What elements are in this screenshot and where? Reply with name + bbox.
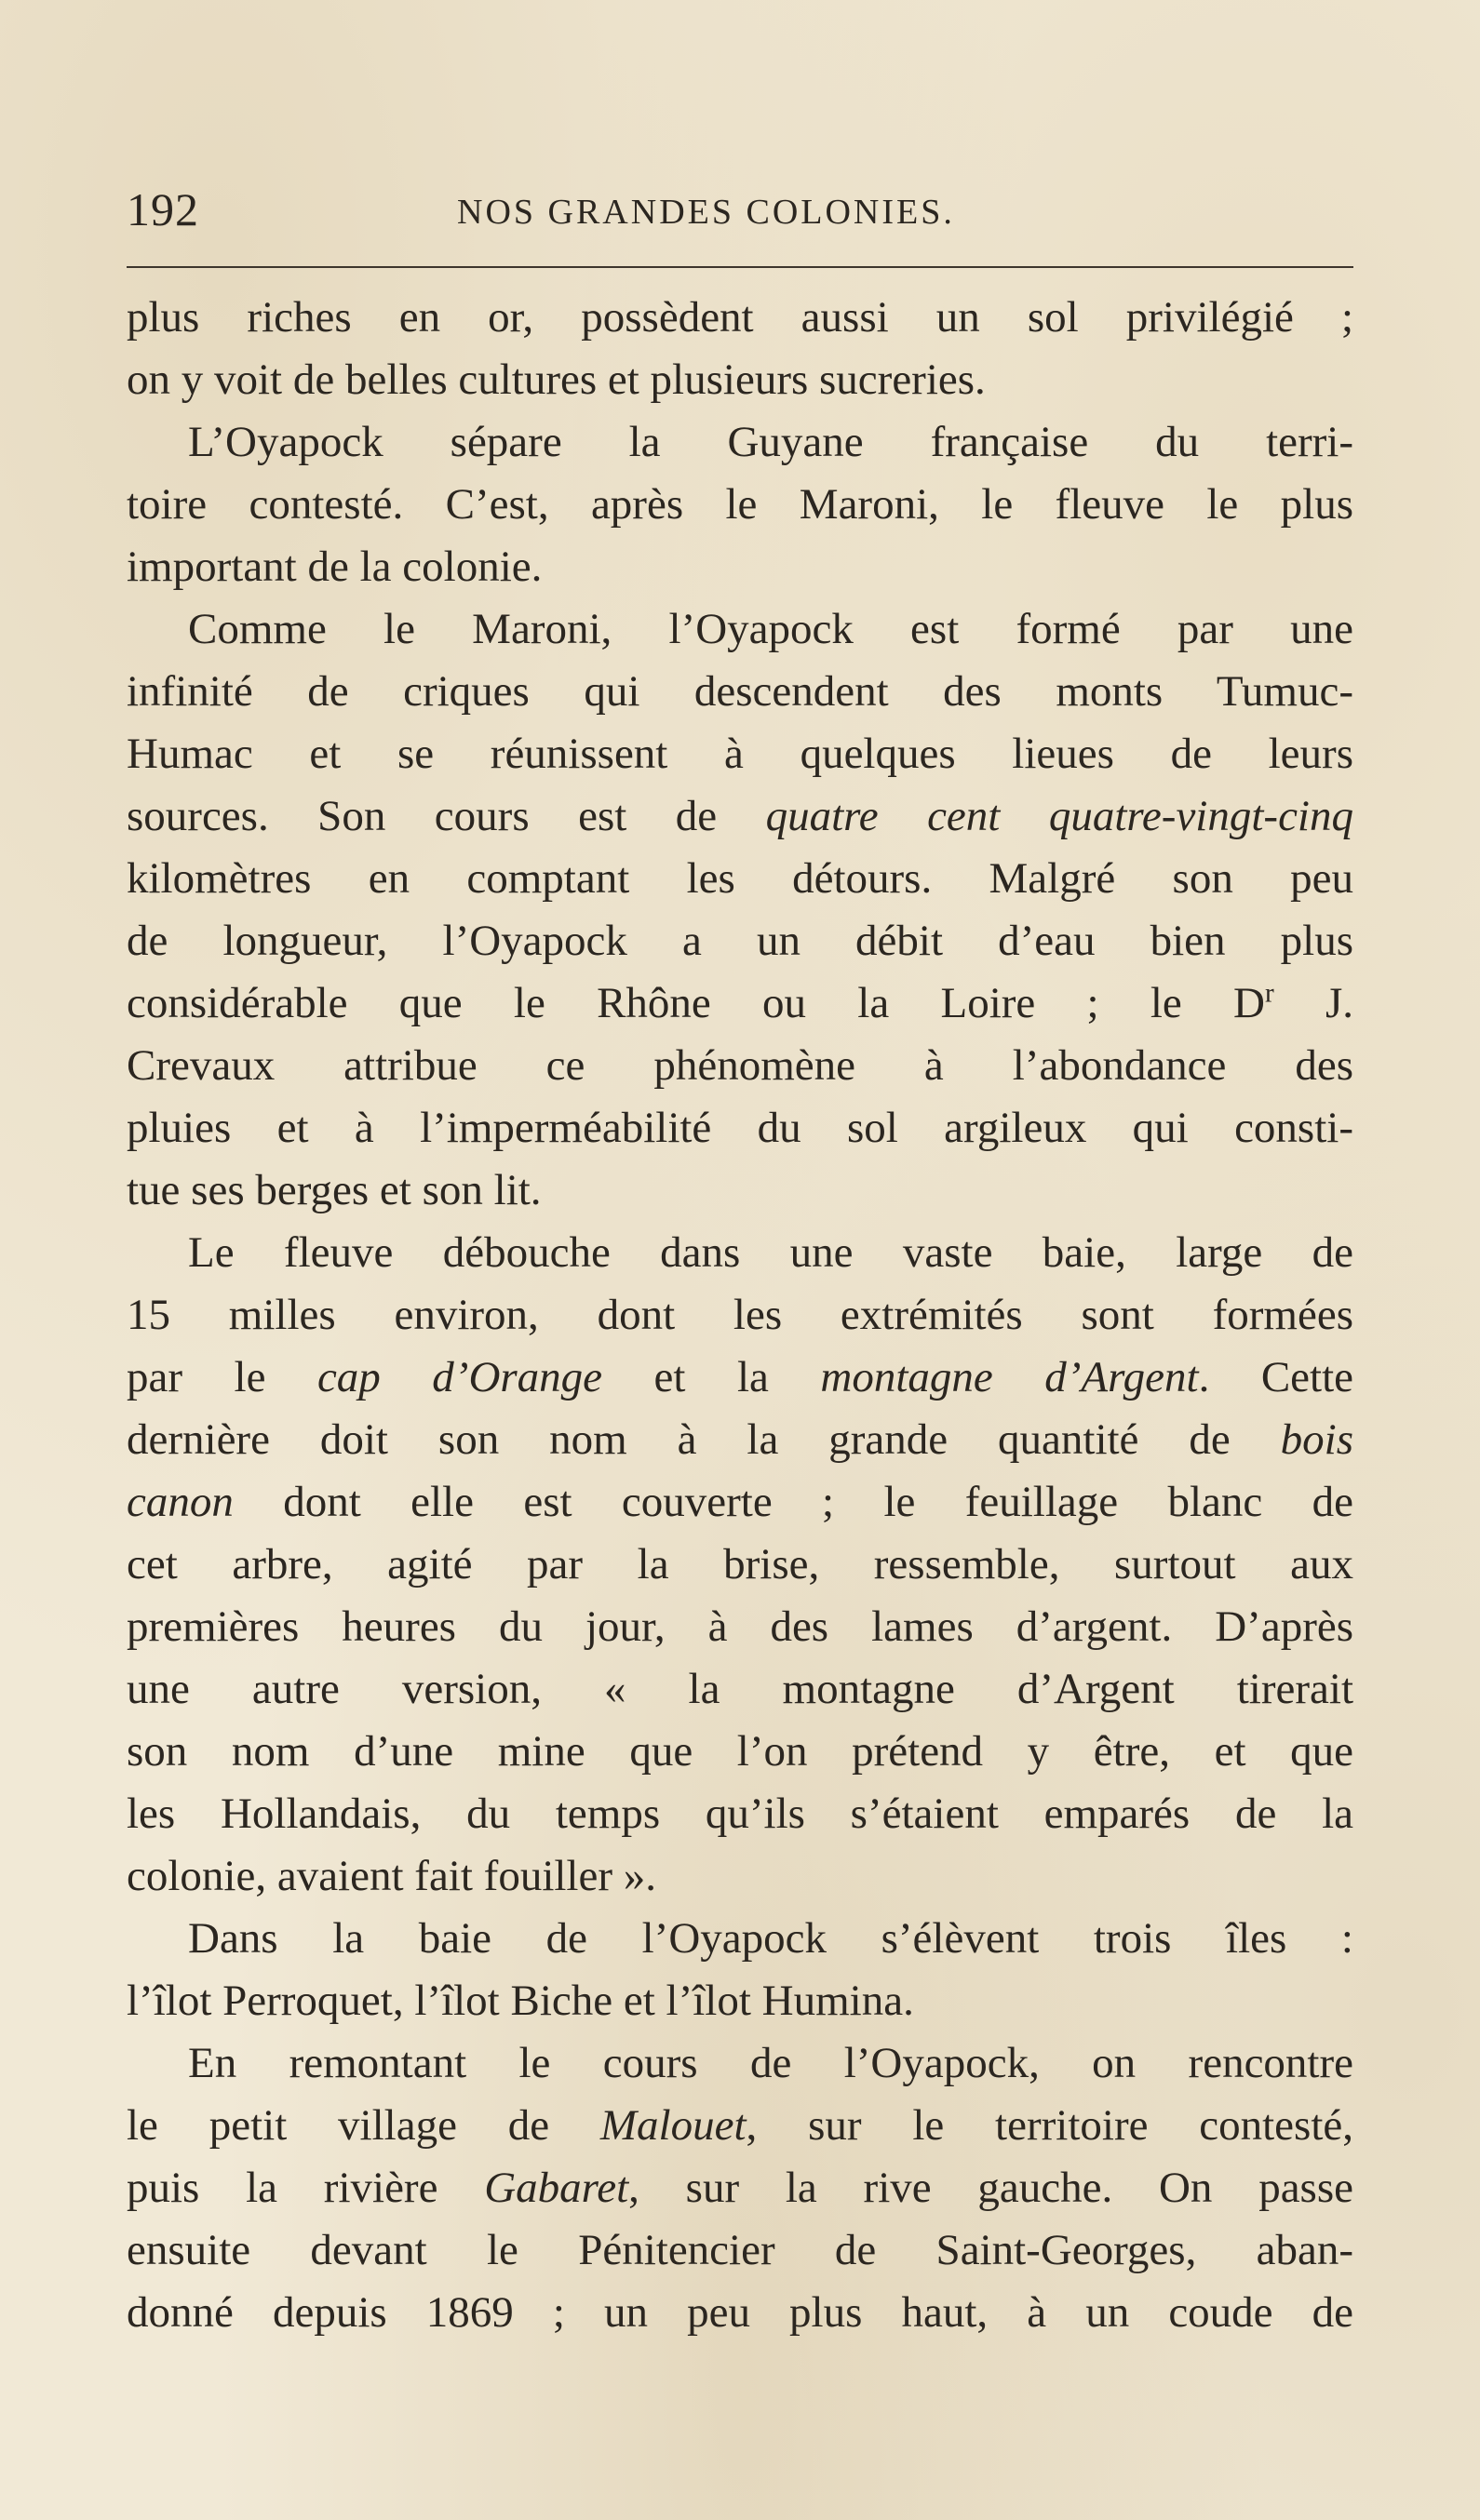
text-run: L’Oyapock sépare la Guyane française du terri- (188, 418, 1353, 466)
text-run: 15 milles environ, dont les extrémités sont formées (127, 1291, 1353, 1339)
text-line (127, 848, 1353, 910)
text-line (127, 349, 1353, 411)
text-line (127, 1783, 1353, 1845)
text-line (127, 910, 1353, 972)
text-run: et la (602, 1353, 821, 1401)
text-line (127, 1222, 1353, 1284)
text-line (127, 2219, 1353, 2282)
text-line (127, 1159, 1353, 1222)
text-line (127, 2095, 1353, 2157)
text-line (127, 1409, 1353, 1471)
text-run: dernière doit son nom à la grande quantité de (127, 1415, 1281, 1464)
text-line (127, 1035, 1353, 1097)
text-run: infinité de criques qui descendent des monts Tumuc- (127, 667, 1353, 716)
text-run: kilomètres en comptant les détours. Malgré son peu (127, 854, 1353, 903)
text-line (127, 661, 1353, 723)
text-run: le petit village de (127, 2101, 600, 2150)
italic-text: canon (127, 1478, 234, 1526)
text-line (127, 1970, 1353, 2032)
text-run: plus riches en or, possèdent aussi un sol privilégié ; (127, 293, 1353, 342)
text-line (127, 1471, 1353, 1534)
text-line (127, 1284, 1353, 1347)
text-run: tue ses berges et son lit. (127, 1166, 542, 1214)
text-line (127, 287, 1353, 349)
text-line (127, 1845, 1353, 1908)
text-run: son nom d’une mine que l’on prétend y être, et que (127, 1727, 1353, 1776)
text-run: Dans la baie de l’Oyapock s’élèvent trois îles : (188, 1914, 1353, 1963)
text-line (127, 785, 1353, 848)
text-run: cet arbre, agité par la brise, ressemble, surtout aux (127, 1540, 1353, 1588)
text-run: puis la rivière (127, 2164, 485, 2212)
text-run: sources. Son cours est de (127, 792, 766, 840)
text-run: Le fleuve débouche dans une vaste baie, large de (188, 1228, 1353, 1277)
text-run: Crevaux attribue ce phénomène à l’abondance des (127, 1041, 1353, 1090)
page-number: 192 (127, 183, 199, 235)
text-run: J. (1273, 979, 1354, 1027)
italic-text: cap d’Orange (316, 1353, 603, 1401)
text-run: l’îlot Perroquet, l’îlot Biche et l’îlot Humina. (127, 1977, 914, 2025)
text-run: Humac et se réunissent à quelques lieues de leurs (127, 730, 1353, 778)
text-line (127, 972, 1353, 1035)
italic-text: montagne d’Argent (820, 1353, 1199, 1401)
text-line (127, 723, 1353, 785)
italic-text: bois (1280, 1415, 1353, 1464)
text-run: premières heures du jour, à des lames d’argent. D’après (127, 1602, 1353, 1651)
text-run: de longueur, l’Oyapock a un débit d’eau bien plus (127, 917, 1353, 965)
text-run: ensuite devant le Pénitencier de Saint-Georges, aban- (127, 2226, 1353, 2274)
text-run: pluies et à l’imperméabilité du sol argileux qui consti- (127, 1104, 1353, 1152)
text-run: Comme le Maroni, l’Oyapock est formé par une (188, 605, 1353, 653)
text-line (127, 474, 1353, 536)
text-line (127, 1347, 1353, 1409)
italic-text: Malouet (599, 2101, 747, 2150)
text-line (127, 536, 1353, 598)
text-line (127, 2157, 1353, 2219)
text-line (127, 598, 1353, 661)
text-run: les Hollandais, du temps qu’ils s’étaient emparés de la (127, 1789, 1353, 1838)
page-header (127, 182, 1353, 248)
italic-text: Gabaret (484, 2164, 629, 2212)
text-run: En remontant le cours de l’Oyapock, on rencontre (188, 2039, 1353, 2087)
text-run: donné depuis 1869 ; un peu plus haut, à un coude de (127, 2288, 1353, 2337)
text-line (127, 411, 1353, 474)
text-line (127, 1534, 1353, 1596)
text-run: , sur le territoire contesté, (746, 2101, 1353, 2150)
text-run: dont elle est couverte ; le feuillage blanc de (233, 1478, 1353, 1526)
running-title: NOS GRANDES COLONIES. (457, 193, 955, 232)
text-run: colonie, avaient fait fouiller ». (127, 1852, 657, 1900)
text-run: important de la colonie. (127, 543, 543, 591)
text-run: une autre version, « la montagne d’Argent tirerait (127, 1665, 1353, 1713)
body-text (127, 287, 1353, 2344)
text-line (127, 1097, 1353, 1159)
text-run: , sur la rive gauche. On passe (628, 2164, 1353, 2212)
text-run: considérable que le Rhône ou la Loire ; le D (127, 979, 1265, 1027)
text-run: on y voit de belles cultures et plusieurs sucreries. (127, 355, 986, 404)
text-line (127, 1721, 1353, 1783)
italic-text: quatre cent quatre-vingt-cinq (765, 792, 1353, 840)
text-line (127, 2032, 1353, 2095)
text-line (127, 1596, 1353, 1658)
text-line (127, 1658, 1353, 1721)
text-line (127, 2282, 1353, 2344)
superscript-text: r (1265, 978, 1274, 1009)
text-run: toire contesté. C’est, après le Maroni, le fleuve le plus (127, 480, 1353, 529)
text-run: par le (127, 1353, 317, 1401)
text-line (127, 1908, 1353, 1970)
text-run: . Cette (1198, 1353, 1354, 1401)
header-rule (127, 266, 1353, 268)
